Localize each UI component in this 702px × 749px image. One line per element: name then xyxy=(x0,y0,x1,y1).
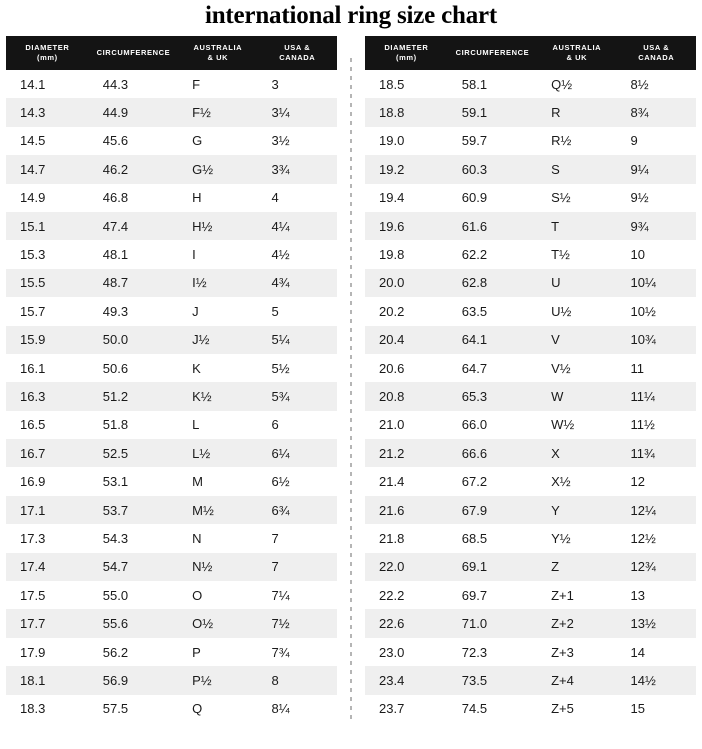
table-cell: 10¾ xyxy=(617,326,696,354)
column-header-line-2: (mm) xyxy=(396,53,417,62)
table-row xyxy=(6,382,337,410)
table-cell: 7 xyxy=(258,553,337,581)
table-cell: 46.8 xyxy=(89,184,178,212)
table-cell: Q½ xyxy=(537,70,616,98)
table-row xyxy=(365,382,696,410)
table-cell: 56.9 xyxy=(89,666,178,694)
table-cell: 11½ xyxy=(617,411,696,439)
table-cell: X xyxy=(537,439,616,467)
table-row xyxy=(6,127,337,155)
table-cell: 47.4 xyxy=(89,212,178,240)
table-cell: 46.2 xyxy=(89,155,178,183)
table-cell: 4¾ xyxy=(258,269,337,297)
table-cell: 19.2 xyxy=(365,155,448,183)
table-cell: P½ xyxy=(178,666,257,694)
table-cell: 5 xyxy=(258,297,337,325)
column-header-line-1: AUSTRALIA xyxy=(552,43,602,52)
table-cell: L xyxy=(178,411,257,439)
table-cell: U½ xyxy=(537,297,616,325)
table-cell: 12 xyxy=(617,467,696,495)
table-cell: M xyxy=(178,467,257,495)
table-cell: 20.0 xyxy=(365,269,448,297)
column-header-line-1: AUSTRALIA xyxy=(193,43,243,52)
table-cell: 7¾ xyxy=(258,638,337,666)
table-cell: 54.3 xyxy=(89,524,178,552)
table-cell: 14.7 xyxy=(6,155,89,183)
table-cell: 17.1 xyxy=(6,496,89,524)
table-row xyxy=(365,98,696,126)
page-title: international ring size chart xyxy=(204,2,498,29)
table-row xyxy=(6,524,337,552)
table-cell: V½ xyxy=(537,354,616,382)
table-row xyxy=(365,666,696,694)
column-header-line-2: & UK xyxy=(566,53,588,62)
table-cell: 10 xyxy=(617,240,696,268)
table-cell: 22.2 xyxy=(365,581,448,609)
table-cell: 18.1 xyxy=(6,666,89,694)
table-cell: 5½ xyxy=(258,354,337,382)
table-row xyxy=(6,553,337,581)
table-cell: 3 xyxy=(258,70,337,98)
table-cell: 20.2 xyxy=(365,297,448,325)
table-cell: 21.4 xyxy=(365,467,448,495)
table-cell: 18.5 xyxy=(365,70,448,98)
table-cell: 4 xyxy=(258,184,337,212)
column-header-line-2: CANADA xyxy=(638,53,675,62)
table-cell: 11¾ xyxy=(617,439,696,467)
table-cell: 7½ xyxy=(258,609,337,637)
table-cell: S xyxy=(537,155,616,183)
table-row xyxy=(365,155,696,183)
table-cell: 3¾ xyxy=(258,155,337,183)
table-row xyxy=(6,496,337,524)
table-row xyxy=(365,524,696,552)
table-cell: 8¼ xyxy=(258,695,337,723)
table-cell: N½ xyxy=(178,553,257,581)
table-row xyxy=(365,127,696,155)
column-header-usa-canada xyxy=(258,36,337,70)
table-cell: G xyxy=(178,127,257,155)
table-cell: 69.7 xyxy=(448,581,537,609)
table-cell: 10¼ xyxy=(617,269,696,297)
table-header-left xyxy=(6,36,337,70)
table-header-right xyxy=(365,36,696,70)
table-row xyxy=(6,269,337,297)
table-cell: 9¾ xyxy=(617,212,696,240)
table-cell: 22.0 xyxy=(365,553,448,581)
table-cell: 8½ xyxy=(617,70,696,98)
table-cell: 67.9 xyxy=(448,496,537,524)
table-cell: 18.8 xyxy=(365,98,448,126)
column-header-australia-uk xyxy=(178,36,257,70)
table-row xyxy=(6,354,337,382)
table-cell: Z xyxy=(537,553,616,581)
table-cell: P xyxy=(178,638,257,666)
table-cell: 17.9 xyxy=(6,638,89,666)
ring-size-table-right xyxy=(365,36,696,723)
table-cell: 11¼ xyxy=(617,382,696,410)
table-cell: 4½ xyxy=(258,240,337,268)
table-cell: T½ xyxy=(537,240,616,268)
table-cell: 52.5 xyxy=(89,439,178,467)
table-cell: 14½ xyxy=(617,666,696,694)
table-cell: Z+4 xyxy=(537,666,616,694)
table-cell: Y xyxy=(537,496,616,524)
table-cell: N xyxy=(178,524,257,552)
column-header-line-1: CIRCUMFERENCE xyxy=(96,48,171,57)
table-cell: 53.7 xyxy=(89,496,178,524)
table-cell: 50.6 xyxy=(89,354,178,382)
table-row xyxy=(6,467,337,495)
table-cell: Y½ xyxy=(537,524,616,552)
table-cell: 11 xyxy=(617,354,696,382)
table-cell: 15.5 xyxy=(6,269,89,297)
table-cell: 61.6 xyxy=(448,212,537,240)
table-cell: W xyxy=(537,382,616,410)
table-cell: I xyxy=(178,240,257,268)
column-header-line-1: USA & xyxy=(284,43,311,52)
column-header-australia-uk xyxy=(537,36,616,70)
table-cell: 16.5 xyxy=(6,411,89,439)
column-header-line-2: CANADA xyxy=(279,53,316,62)
table-cell: S½ xyxy=(537,184,616,212)
table-cell: 14 xyxy=(617,638,696,666)
table-cell: 63.5 xyxy=(448,297,537,325)
table-cell: 17.3 xyxy=(6,524,89,552)
table-cell: O½ xyxy=(178,609,257,637)
table-cell: 20.6 xyxy=(365,354,448,382)
table-row xyxy=(365,553,696,581)
table-row xyxy=(6,240,337,268)
table-cell: 12½ xyxy=(617,524,696,552)
table-cell: 5¾ xyxy=(258,382,337,410)
table-cell: 23.4 xyxy=(365,666,448,694)
table-row xyxy=(365,496,696,524)
table-cell: 19.4 xyxy=(365,184,448,212)
table-cell: 21.0 xyxy=(365,411,448,439)
header-row xyxy=(365,36,696,70)
table-row xyxy=(6,155,337,183)
table-cell: 21.6 xyxy=(365,496,448,524)
table-cell: 16.3 xyxy=(6,382,89,410)
table-cell: 45.6 xyxy=(89,127,178,155)
table-cell: J xyxy=(178,297,257,325)
table-cell: R½ xyxy=(537,127,616,155)
right-table-wrap xyxy=(365,36,696,723)
column-header-diameter xyxy=(6,36,89,70)
table-cell: 5¼ xyxy=(258,326,337,354)
table-row xyxy=(6,638,337,666)
table-cell: O xyxy=(178,581,257,609)
table-cell: 16.1 xyxy=(6,354,89,382)
table-cell: 15 xyxy=(617,695,696,723)
table-cell: 69.1 xyxy=(448,553,537,581)
table-cell: 58.1 xyxy=(448,70,537,98)
tables-container xyxy=(0,36,702,723)
column-header-usa-canada xyxy=(617,36,696,70)
table-cell: 8¾ xyxy=(617,98,696,126)
table-row xyxy=(6,212,337,240)
table-cell: 59.1 xyxy=(448,98,537,126)
table-cell: 21.2 xyxy=(365,439,448,467)
table-row xyxy=(365,467,696,495)
table-cell: 16.9 xyxy=(6,467,89,495)
table-cell: 20.4 xyxy=(365,326,448,354)
table-cell: 12¼ xyxy=(617,496,696,524)
table-row xyxy=(365,638,696,666)
table-row xyxy=(6,695,337,723)
table-cell: X½ xyxy=(537,467,616,495)
table-cell: H½ xyxy=(178,212,257,240)
table-cell: Z+2 xyxy=(537,609,616,637)
table-cell: 54.7 xyxy=(89,553,178,581)
table-cell: G½ xyxy=(178,155,257,183)
table-cell: T xyxy=(537,212,616,240)
table-cell: Z+5 xyxy=(537,695,616,723)
table-cell: 6½ xyxy=(258,467,337,495)
table-cell: 19.8 xyxy=(365,240,448,268)
table-cell: 23.7 xyxy=(365,695,448,723)
table-cell: 3½ xyxy=(258,127,337,155)
table-row xyxy=(365,297,696,325)
table-cell: H xyxy=(178,184,257,212)
table-cell: 66.0 xyxy=(448,411,537,439)
table-row xyxy=(365,411,696,439)
table-row xyxy=(6,326,337,354)
table-row xyxy=(365,581,696,609)
table-row xyxy=(365,240,696,268)
table-cell: 7¼ xyxy=(258,581,337,609)
table-cell: 67.2 xyxy=(448,467,537,495)
table-cell: 48.1 xyxy=(89,240,178,268)
table-cell: 55.6 xyxy=(89,609,178,637)
column-header-circumference xyxy=(448,36,537,70)
table-cell: 72.3 xyxy=(448,638,537,666)
table-cell: 62.2 xyxy=(448,240,537,268)
table-row xyxy=(365,184,696,212)
table-cell: 64.1 xyxy=(448,326,537,354)
table-cell: 16.7 xyxy=(6,439,89,467)
table-row xyxy=(365,326,696,354)
table-cell: 17.7 xyxy=(6,609,89,637)
column-header-line-2: (mm) xyxy=(37,53,58,62)
table-cell: 68.5 xyxy=(448,524,537,552)
table-cell: 17.4 xyxy=(6,553,89,581)
table-row xyxy=(6,297,337,325)
table-cell: 9½ xyxy=(617,184,696,212)
table-cell: 6¾ xyxy=(258,496,337,524)
table-cell: 21.8 xyxy=(365,524,448,552)
table-cell: 44.3 xyxy=(89,70,178,98)
table-cell: M½ xyxy=(178,496,257,524)
table-cell: 13½ xyxy=(617,609,696,637)
table-cell: 14.3 xyxy=(6,98,89,126)
column-header-line-1: DIAMETER xyxy=(384,43,429,52)
table-cell: 50.0 xyxy=(89,326,178,354)
table-cell: 17.5 xyxy=(6,581,89,609)
table-body-right xyxy=(365,70,696,723)
table-cell: V xyxy=(537,326,616,354)
table-cell: 8 xyxy=(258,666,337,694)
table-cell: 62.8 xyxy=(448,269,537,297)
table-row xyxy=(365,695,696,723)
table-cell: 10½ xyxy=(617,297,696,325)
table-cell: 15.3 xyxy=(6,240,89,268)
table-cell: K xyxy=(178,354,257,382)
table-cell: 53.1 xyxy=(89,467,178,495)
table-cell: 15.1 xyxy=(6,212,89,240)
table-cell: 57.5 xyxy=(89,695,178,723)
ring-size-chart-page xyxy=(0,2,702,749)
table-cell: 13 xyxy=(617,581,696,609)
table-cell: 9¼ xyxy=(617,155,696,183)
table-cell: 73.5 xyxy=(448,666,537,694)
column-header-diameter xyxy=(365,36,448,70)
table-row xyxy=(365,609,696,637)
table-cell: 64.7 xyxy=(448,354,537,382)
column-header-line-2: & UK xyxy=(207,53,229,62)
table-cell: 59.7 xyxy=(448,127,537,155)
table-row xyxy=(6,609,337,637)
table-cell: 60.3 xyxy=(448,155,537,183)
table-cell: 65.3 xyxy=(448,382,537,410)
table-row xyxy=(365,212,696,240)
table-cell: K½ xyxy=(178,382,257,410)
vertical-dotted-divider xyxy=(350,58,352,723)
column-header-line-1: CIRCUMFERENCE xyxy=(455,48,530,57)
table-row xyxy=(6,411,337,439)
table-cell: 19.0 xyxy=(365,127,448,155)
table-cell: 60.9 xyxy=(448,184,537,212)
column-header-circumference xyxy=(89,36,178,70)
table-cell: U xyxy=(537,269,616,297)
table-cell: 51.2 xyxy=(89,382,178,410)
table-cell: 66.6 xyxy=(448,439,537,467)
column-header-line-1: DIAMETER xyxy=(25,43,70,52)
table-row xyxy=(365,439,696,467)
table-cell: 7 xyxy=(258,524,337,552)
table-cell: 74.5 xyxy=(448,695,537,723)
table-row xyxy=(6,184,337,212)
table-row xyxy=(6,98,337,126)
table-cell: F xyxy=(178,70,257,98)
table-cell: 9 xyxy=(617,127,696,155)
table-cell: Z+3 xyxy=(537,638,616,666)
table-cell: 44.9 xyxy=(89,98,178,126)
left-table-wrap xyxy=(6,36,337,723)
table-cell: 20.8 xyxy=(365,382,448,410)
table-cell: 12¾ xyxy=(617,553,696,581)
table-body-left xyxy=(6,70,337,723)
table-cell: 55.0 xyxy=(89,581,178,609)
table-row xyxy=(365,70,696,98)
table-cell: 15.7 xyxy=(6,297,89,325)
table-row xyxy=(6,581,337,609)
table-cell: 4¼ xyxy=(258,212,337,240)
table-cell: Z+1 xyxy=(537,581,616,609)
table-cell: 22.6 xyxy=(365,609,448,637)
table-row xyxy=(365,354,696,382)
table-cell: Q xyxy=(178,695,257,723)
table-cell: R xyxy=(537,98,616,126)
column-header-line-1: USA & xyxy=(643,43,670,52)
table-cell: 49.3 xyxy=(89,297,178,325)
table-cell: 56.2 xyxy=(89,638,178,666)
table-cell: F½ xyxy=(178,98,257,126)
table-row xyxy=(6,70,337,98)
table-cell: 6 xyxy=(258,411,337,439)
table-cell: 3¼ xyxy=(258,98,337,126)
table-row xyxy=(6,666,337,694)
table-cell: J½ xyxy=(178,326,257,354)
table-cell: 14.1 xyxy=(6,70,89,98)
header-row xyxy=(6,36,337,70)
table-cell: 23.0 xyxy=(365,638,448,666)
ring-size-table-left xyxy=(6,36,337,723)
table-cell: 6¼ xyxy=(258,439,337,467)
table-cell: W½ xyxy=(537,411,616,439)
table-cell: L½ xyxy=(178,439,257,467)
table-cell: 14.5 xyxy=(6,127,89,155)
table-cell: 14.9 xyxy=(6,184,89,212)
table-cell: 51.8 xyxy=(89,411,178,439)
table-cell: 48.7 xyxy=(89,269,178,297)
table-cell: I½ xyxy=(178,269,257,297)
table-row xyxy=(6,439,337,467)
table-cell: 71.0 xyxy=(448,609,537,637)
table-cell: 19.6 xyxy=(365,212,448,240)
table-cell: 18.3 xyxy=(6,695,89,723)
table-row xyxy=(365,269,696,297)
table-cell: 15.9 xyxy=(6,326,89,354)
